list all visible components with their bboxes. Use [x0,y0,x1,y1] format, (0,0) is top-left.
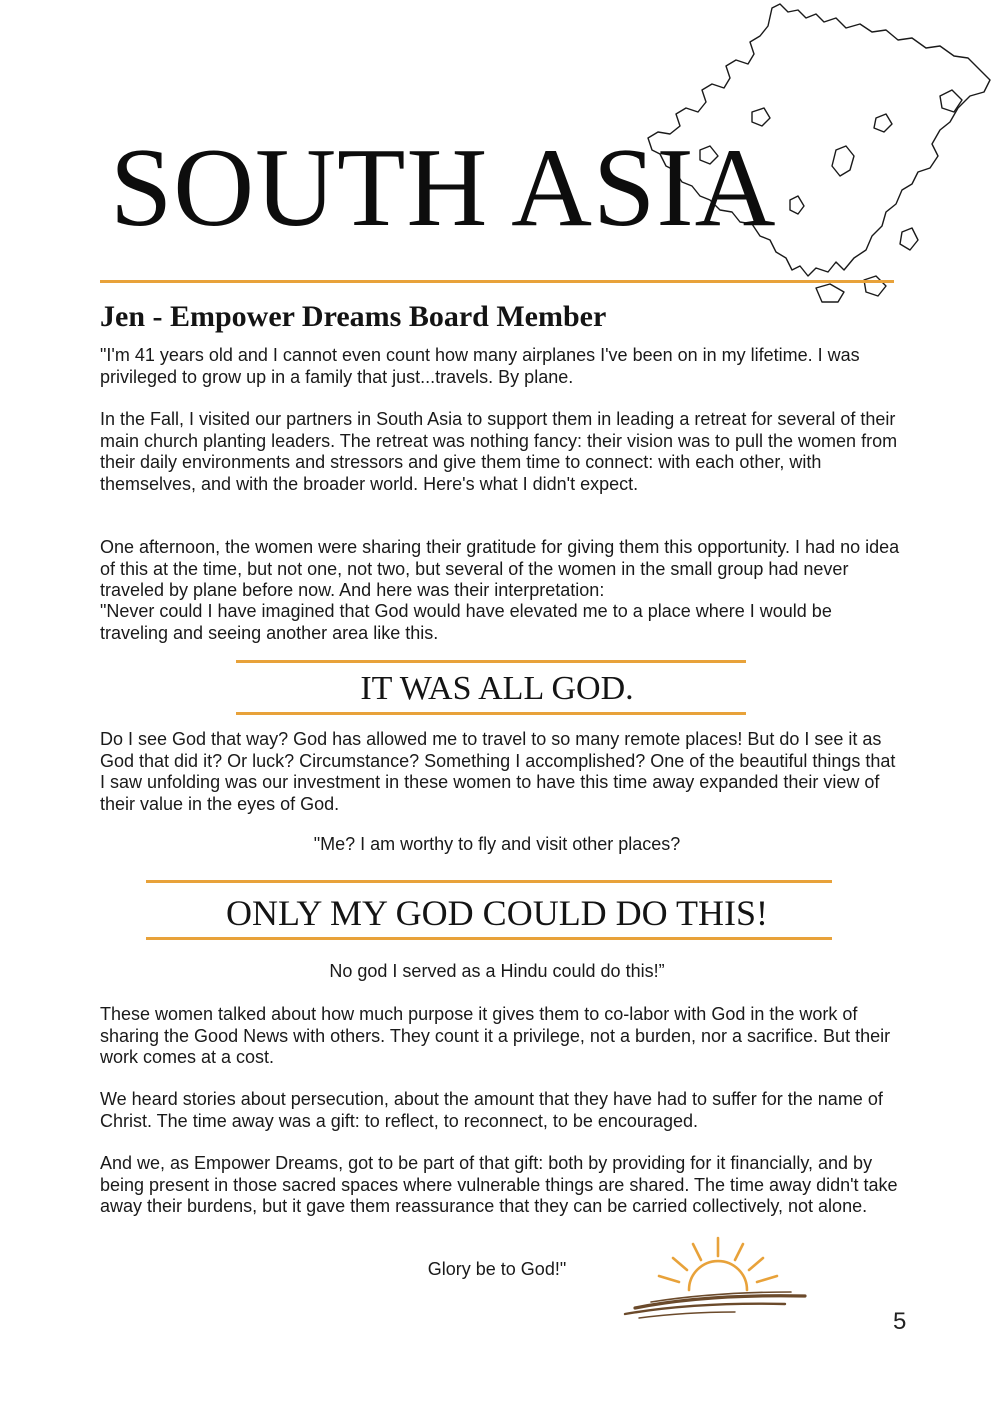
paragraph-intro: "I'm 41 years old and I cannot even count how many airplanes I've been on in my lifetime. I was privileged to grow up in a family that just...travels. By plane. [100,345,860,387]
quote-worthy: "Me? I am worthy to fly and visit other places? [313,834,681,854]
page-title: SOUTH ASIA [110,126,777,250]
paragraph-retreat: In the Fall, I visited our partners in South Asia to support them in leading a retreat for several of their main church planting leaders. The retreat was nothing fancy: their vision was to pull the women from their daily environments and stressors and give them time to connect: with each other, with themselves, and with the broader world. Here's what I didn't expect. [100,409,898,494]
article-byline: Jen - Empower Dreams Board Member [100,300,607,333]
paragraph-purpose: These women talked about how much purpose it gives them to co-labor with God in the work of sharing the Good News with others. They count it a privilege, not a burden, nor a sacrifice. But their work comes at a cost. [100,1004,891,1067]
pullquote-2-top-rule [146,880,832,883]
paragraph-reflection: Do I see God that way? God has allowed me to travel to so many remote places! But do I see it as God that did it? Or luck? Circumstance? Something I accomplished? One of the beautiful things that I saw unfolding was our investment in these women to have this time away expanded their view of their value in the eyes of God. [100,729,896,814]
paragraph-imagined: "Never could I have imagined that God would have elevated me to a place where I would be traveling and seeing another area like this. [100,601,832,643]
pullquote-1: IT WAS ALL GOD. [360,670,634,707]
paragraph-gratitude: One afternoon, the women were sharing their gratitude for giving them this opportunity. I had no idea of this at the time, but not one, not two, but several of the women in the small group had never traveled by plane before now. And here was their interpretation: [100,537,900,600]
paragraph-gift: And we, as Empower Dreams, got to be part of that gift: both by providing for it financially, and by being present in those sacred spaces where vulnerable things are shared. The time away didn't take away their burdens, but it gave them reassurance that they can be carried collectively, not alone. [100,1153,898,1216]
page-number: 5 [893,1308,907,1335]
pullquote-2-bottom-rule [146,937,832,940]
pullquote-1-bottom-rule [236,712,746,715]
sunrise-logo-icon [615,1228,815,1323]
pullquote-1-top-rule [236,660,746,663]
closing-line: Glory be to God!" [427,1259,567,1279]
quote-hindu: No god I served as a Hindu could do this!” [329,961,665,981]
title-underline [100,280,894,283]
paragraph-persecution: We heard stories about persecution, about the amount that they have had to suffer for the name of Christ. The time away was a gift: to reflect, to reconnect, to be encouraged. [100,1089,883,1131]
pullquote-2: ONLY MY GOD COULD DO THIS! [225,893,769,933]
